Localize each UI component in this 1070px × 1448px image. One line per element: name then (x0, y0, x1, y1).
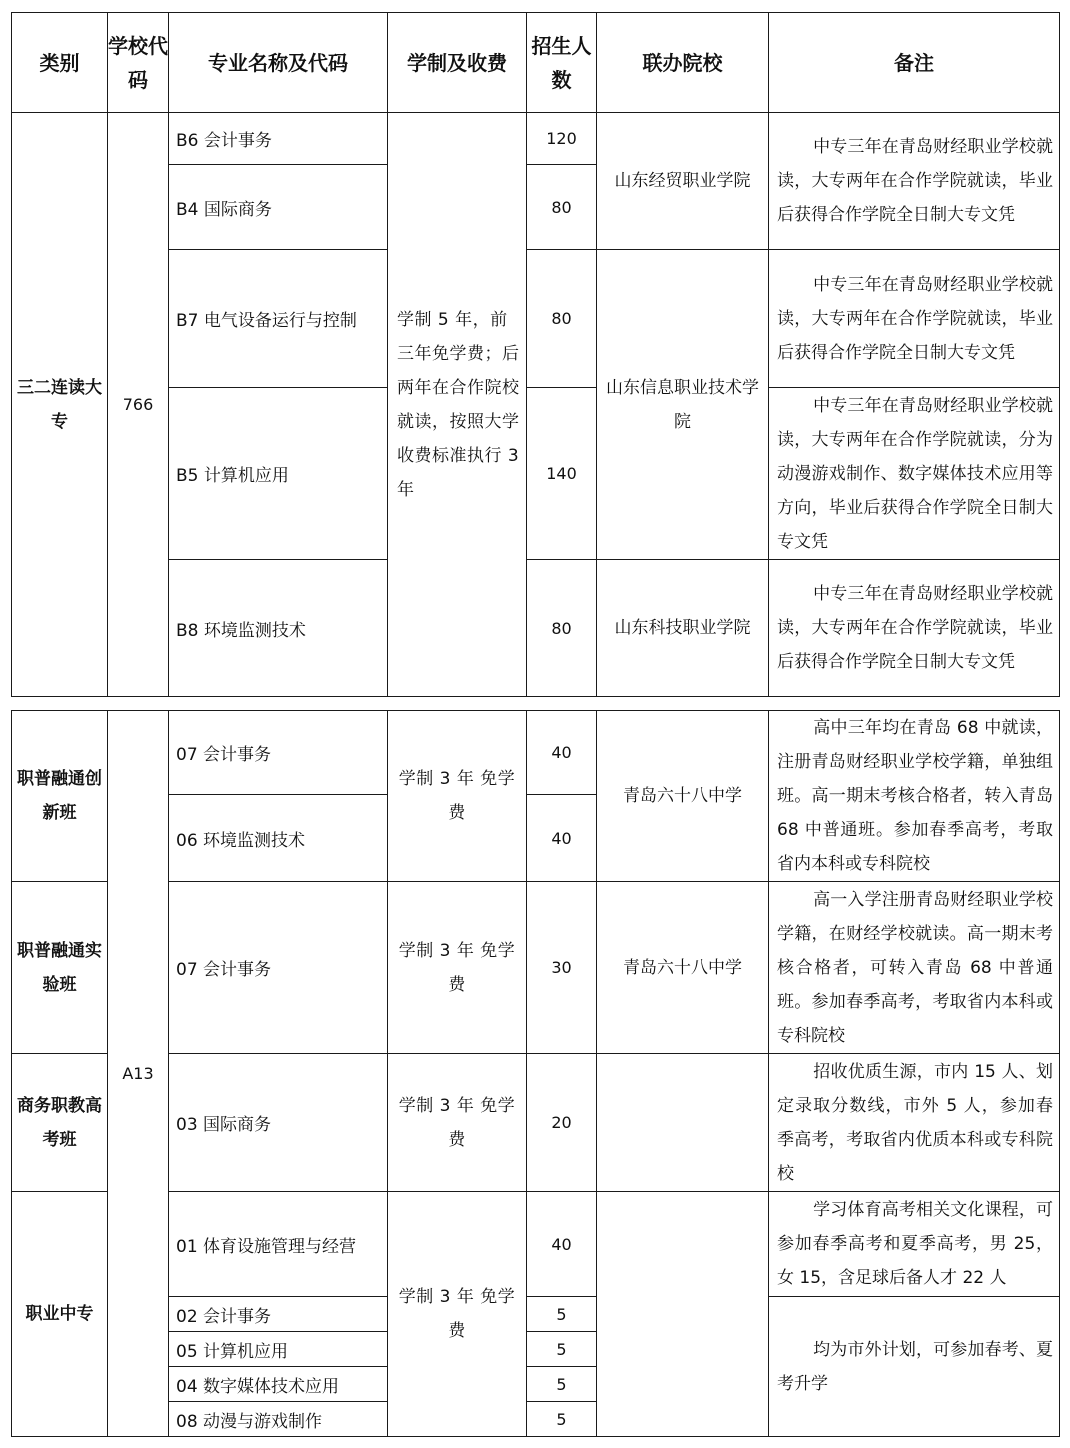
note-text: 中专三年在青岛财经职业学校就读，大专两年在合作学院就读，分为动漫游戏制作、数字媒体技术应用等方向，毕业后获得合作学院全日制大专文凭 (777, 395, 1053, 552)
header-partner: 联办院校 (597, 13, 769, 113)
category-cell: 职普融通创新班 (12, 711, 108, 882)
major-cell: 03 国际商务 (169, 1054, 388, 1192)
note-cell (769, 711, 1060, 882)
category-cell: 职业中专 (12, 1192, 108, 1437)
table-row (12, 711, 1060, 795)
count-cell: 40 (527, 1192, 597, 1297)
partner-cell: 山东信息职业技术学院 (597, 250, 769, 560)
header-category: 类别 (12, 13, 108, 113)
category-cell: 三二连读大专 (12, 113, 108, 697)
header-enrollment: 招生人数 (527, 13, 597, 113)
table-row (12, 113, 1060, 165)
note-cell (769, 1297, 1060, 1437)
partner-cell: 山东科技职业学院 (597, 560, 769, 697)
table-row (12, 1297, 1060, 1332)
table-row (12, 250, 1060, 388)
fee-cell: 学制 3 年 免学费 (388, 711, 527, 882)
count-cell: 5 (527, 1402, 597, 1437)
header-school-code: 学校代码 (108, 13, 169, 113)
count-cell: 5 (527, 1297, 597, 1332)
major-cell: B6 会计事务 (169, 113, 388, 165)
table-row (12, 1192, 1060, 1297)
note-text: 高一入学注册青岛财经职业学校学籍，在财经学校就读。高一期末考核合格者，可转入青岛 68 中普通班。参加春季高考，考取省内本科或专科院校 (777, 889, 1053, 1046)
header-major: 专业名称及代码 (169, 13, 388, 113)
partner-cell: 青岛六十八中学 (597, 711, 769, 882)
major-cell: 02 会计事务 (169, 1297, 388, 1332)
fee-cell: 学制 3 年 免学费 (388, 882, 527, 1054)
major-cell: 05 计算机应用 (169, 1332, 388, 1367)
count-cell: 40 (527, 711, 597, 795)
school-code-cell: A13 (108, 711, 169, 1437)
partner-cell (597, 1192, 769, 1437)
major-cell: B5 计算机应用 (169, 388, 388, 560)
note-cell (769, 882, 1060, 1054)
header-duration-fee: 学制及收费 (388, 13, 527, 113)
fee-cell: 学制 3 年 免学费 (388, 1192, 527, 1437)
major-cell: B7 电气设备运行与控制 (169, 250, 388, 388)
enrollment-table-upper (11, 12, 1060, 697)
major-cell: 01 体育设施管理与经营 (169, 1192, 388, 1297)
note-cell (769, 250, 1060, 388)
count-cell: 80 (527, 250, 597, 388)
note-text: 学习体育高考相关文化课程，可参加春季高考和夏季高考，男 25，女 15，含足球后备人才 22 人 (777, 1200, 1053, 1288)
count-cell: 5 (527, 1367, 597, 1402)
table-header-row (12, 13, 1060, 113)
count-cell: 80 (527, 165, 597, 250)
note-text: 中专三年在青岛财经职业学校就读，大专两年在合作学院就读，毕业后获得合作学院全日制大专文凭 (777, 274, 1053, 363)
major-cell: 08 动漫与游戏制作 (169, 1402, 388, 1437)
major-cell: B8 环境监测技术 (169, 560, 388, 697)
count-cell: 120 (527, 113, 597, 165)
note-text: 招收优质生源，市内 15 人、划定录取分数线，市外 5 人，参加春季高考，考取省内优质本科或专科院校 (777, 1061, 1053, 1184)
note-text: 中专三年在青岛财经职业学校就读，大专两年在合作学院就读，毕业后获得合作学院全日制大专文凭 (777, 584, 1053, 672)
partner-cell: 青岛六十八中学 (597, 882, 769, 1054)
table-row (12, 1054, 1060, 1192)
partner-cell (597, 1054, 769, 1192)
major-cell: 04 数字媒体技术应用 (169, 1367, 388, 1402)
count-cell: 80 (527, 560, 597, 697)
partner-cell: 山东经贸职业学院 (597, 113, 769, 250)
note-cell (769, 560, 1060, 697)
note-text: 中专三年在青岛财经职业学校就读，大专两年在合作学院就读，毕业后获得合作学院全日制大专文凭 (777, 137, 1053, 225)
table-row (12, 388, 1060, 560)
major-cell: 07 会计事务 (169, 711, 388, 795)
note-cell (769, 1054, 1060, 1192)
major-cell: 07 会计事务 (169, 882, 388, 1054)
table-row (12, 882, 1060, 1054)
major-cell: 06 环境监测技术 (169, 795, 388, 882)
major-cell: B4 国际商务 (169, 165, 388, 250)
school-code-cell: 766 (108, 113, 169, 697)
note-cell (769, 388, 1060, 560)
count-cell: 20 (527, 1054, 597, 1192)
note-cell (769, 1192, 1060, 1297)
count-cell: 40 (527, 795, 597, 882)
count-cell: 140 (527, 388, 597, 560)
note-cell (769, 113, 1060, 250)
enrollment-table-lower (11, 710, 1060, 1437)
note-text: 均为市外计划，可参加春考、夏考升学 (777, 1339, 1053, 1394)
fee-cell: 学制 5 年，前三年免学费；后两年在合作院校就读，按照大学收费标准执行 3 年 (388, 113, 527, 697)
category-cell: 职普融通实验班 (12, 882, 108, 1054)
fee-cell: 学制 3 年 免学费 (388, 1054, 527, 1192)
table-row (12, 560, 1060, 697)
header-notes: 备注 (769, 13, 1060, 113)
count-cell: 30 (527, 882, 597, 1054)
category-cell: 商务职教高考班 (12, 1054, 108, 1192)
count-cell: 5 (527, 1332, 597, 1367)
note-text: 高中三年均在青岛 68 中就读，注册青岛财经职业学校学籍，单独组班。高一期末考核合格者，转入青岛 68 中普通班。参加春季高考，考取省内本科或专科院校 (777, 718, 1053, 874)
